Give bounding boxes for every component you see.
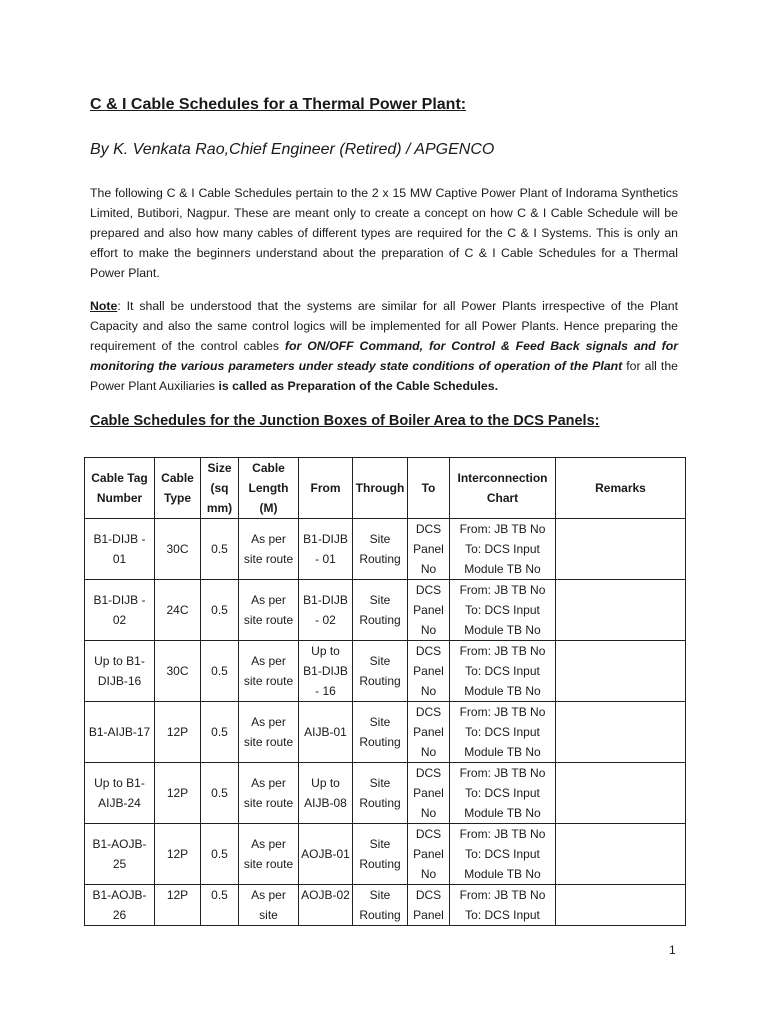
header-cable-type: Cable Type bbox=[155, 458, 201, 519]
table-row bbox=[85, 519, 686, 580]
header-from: From bbox=[299, 458, 353, 519]
cell-size: 0.5 bbox=[201, 885, 239, 926]
cell-through: Site Routing bbox=[353, 763, 408, 824]
note-label: Note bbox=[90, 299, 118, 313]
cell-length: As per site route bbox=[239, 519, 299, 580]
cell-through: Site Routing bbox=[353, 641, 408, 702]
cell-tag: B1-DIJB - 02 bbox=[85, 580, 155, 641]
cell-from: Up to B1-DIJB - 16 bbox=[299, 641, 353, 702]
cell-tag: B1-AOJB-25 bbox=[85, 824, 155, 885]
page-number: 1 bbox=[669, 943, 676, 957]
cell-size: 0.5 bbox=[201, 519, 239, 580]
cell-length: As per site route bbox=[239, 641, 299, 702]
note-paragraph bbox=[90, 296, 678, 396]
cell-chart: From: JB TB No To: DCS Input Module TB No bbox=[450, 824, 556, 885]
cell-to: DCS Panel No bbox=[408, 702, 450, 763]
cell-chart: From: JB TB No To: DCS Input Module TB No bbox=[450, 763, 556, 824]
cell-tag: Up to B1-DIJB-16 bbox=[85, 641, 155, 702]
table-row bbox=[85, 702, 686, 763]
cell-type: 12P bbox=[155, 885, 201, 926]
cell-through: Site Routing bbox=[353, 885, 408, 926]
cell-size: 0.5 bbox=[201, 641, 239, 702]
cell-to: DCS Panel bbox=[408, 885, 450, 926]
cell-size: 0.5 bbox=[201, 763, 239, 824]
cell-tag: B1-AOJB-26 bbox=[85, 885, 155, 926]
cell-through: Site Routing bbox=[353, 580, 408, 641]
section-title-text: Cable Schedules for the Junction Boxes of Boiler Area to the DCS Panels bbox=[90, 413, 595, 429]
cell-from: Up to AIJB-08 bbox=[299, 763, 353, 824]
header-to: To bbox=[408, 458, 450, 519]
cell-remarks bbox=[556, 519, 686, 580]
note-bold-end: is called as Preparation of the Cable Schedules. bbox=[218, 379, 499, 393]
cell-chart: From: JB TB No To: DCS Input Module TB No bbox=[450, 702, 556, 763]
section-title-colon: : bbox=[594, 413, 600, 429]
cell-remarks bbox=[556, 885, 686, 926]
cell-from: B1-DIJB - 02 bbox=[299, 580, 353, 641]
table-row bbox=[85, 641, 686, 702]
cell-length: As per site route bbox=[239, 702, 299, 763]
cell-through: Site Routing bbox=[353, 824, 408, 885]
cell-tag: B1-AIJB-17 bbox=[85, 702, 155, 763]
cell-type: 12P bbox=[155, 702, 201, 763]
cell-chart: From: JB TB No To: DCS Input bbox=[450, 885, 556, 926]
header-size: Size (sq mm) bbox=[201, 458, 239, 519]
cell-from: AOJB-02 bbox=[299, 885, 353, 926]
cell-remarks bbox=[556, 763, 686, 824]
cell-type: 12P bbox=[155, 763, 201, 824]
note-text-1: : It shall be understood that the systems are similar for all Power Plants irrespective of the Plant Capacity and also the same control logics will be implemented for all Power Plants. Hence preparing the requirement of the control cables bbox=[90, 299, 678, 353]
cell-type: 30C bbox=[155, 641, 201, 702]
cell-chart: From: JB TB No To: DCS Input Module TB No bbox=[450, 580, 556, 641]
title-colon: : bbox=[460, 96, 467, 113]
cell-tag: Up to B1-AIJB-24 bbox=[85, 763, 155, 824]
cell-size: 0.5 bbox=[201, 702, 239, 763]
header-through: Through bbox=[353, 458, 408, 519]
cell-from: AOJB-01 bbox=[299, 824, 353, 885]
note-text-2: for all the Power Plant Auxiliaries bbox=[90, 359, 678, 393]
document-title bbox=[90, 96, 466, 114]
cell-to: DCS Panel No bbox=[408, 519, 450, 580]
table-header-row bbox=[85, 458, 686, 519]
table-row bbox=[85, 580, 686, 641]
cell-through: Site Routing bbox=[353, 519, 408, 580]
cell-type: 30C bbox=[155, 519, 201, 580]
cell-from: AIJB-01 bbox=[299, 702, 353, 763]
table-row bbox=[85, 885, 686, 926]
header-cable-length: Cable Length (M) bbox=[239, 458, 299, 519]
cell-length: As per site route bbox=[239, 580, 299, 641]
cell-size: 0.5 bbox=[201, 824, 239, 885]
cell-length: As per site bbox=[239, 885, 299, 926]
cell-to: DCS Panel No bbox=[408, 580, 450, 641]
cell-through: Site Routing bbox=[353, 702, 408, 763]
cell-size: 0.5 bbox=[201, 580, 239, 641]
cell-remarks bbox=[556, 702, 686, 763]
cell-type: 12P bbox=[155, 824, 201, 885]
cell-chart: From: JB TB No To: DCS Input Module TB No bbox=[450, 519, 556, 580]
intro-paragraph: The following C & I Cable Schedules pertain to the 2 x 15 MW Captive Power Plant of Indorama Synthetics Limited, Butibori, Nagpur. These are meant only to create a concept on how C & I Cable Schedule will be prepared and also how many cables of different types are required for the C & I Systems. This is only an effort to make the beginners understand about the preparation of C & I Cable Schedules for a Thermal Power Plant. bbox=[90, 186, 678, 280]
header-remarks: Remarks bbox=[556, 458, 686, 519]
table-row bbox=[85, 763, 686, 824]
cell-to: DCS Panel No bbox=[408, 763, 450, 824]
header-interconnection-chart: Interconnection Chart bbox=[450, 458, 556, 519]
cell-length: As per site route bbox=[239, 763, 299, 824]
cell-chart: From: JB TB No To: DCS Input Module TB No bbox=[450, 641, 556, 702]
note-emphasis: for ON/OFF Command, for Control & Feed Back signals and for monitoring the various parameters under steady state conditions of operation of the Plant bbox=[90, 339, 678, 373]
document-title-text: C & I Cable Schedules for a Thermal Power Plant bbox=[90, 96, 461, 113]
cell-type: 24C bbox=[155, 580, 201, 641]
author-byline: By K. Venkata Rao,Chief Engineer (Retired) / APGENCO bbox=[90, 141, 495, 158]
table-row bbox=[85, 824, 686, 885]
section-title bbox=[90, 413, 600, 429]
cell-tag: B1-DIJB - 01 bbox=[85, 519, 155, 580]
cell-remarks bbox=[556, 641, 686, 702]
cell-to: DCS Panel No bbox=[408, 641, 450, 702]
cell-length: As per site route bbox=[239, 824, 299, 885]
cell-remarks bbox=[556, 580, 686, 641]
cell-from: B1-DIJB - 01 bbox=[299, 519, 353, 580]
cell-to: DCS Panel No bbox=[408, 824, 450, 885]
cell-remarks bbox=[556, 824, 686, 885]
header-cable-tag: Cable Tag Number bbox=[85, 458, 155, 519]
cable-schedule-table bbox=[84, 457, 686, 926]
